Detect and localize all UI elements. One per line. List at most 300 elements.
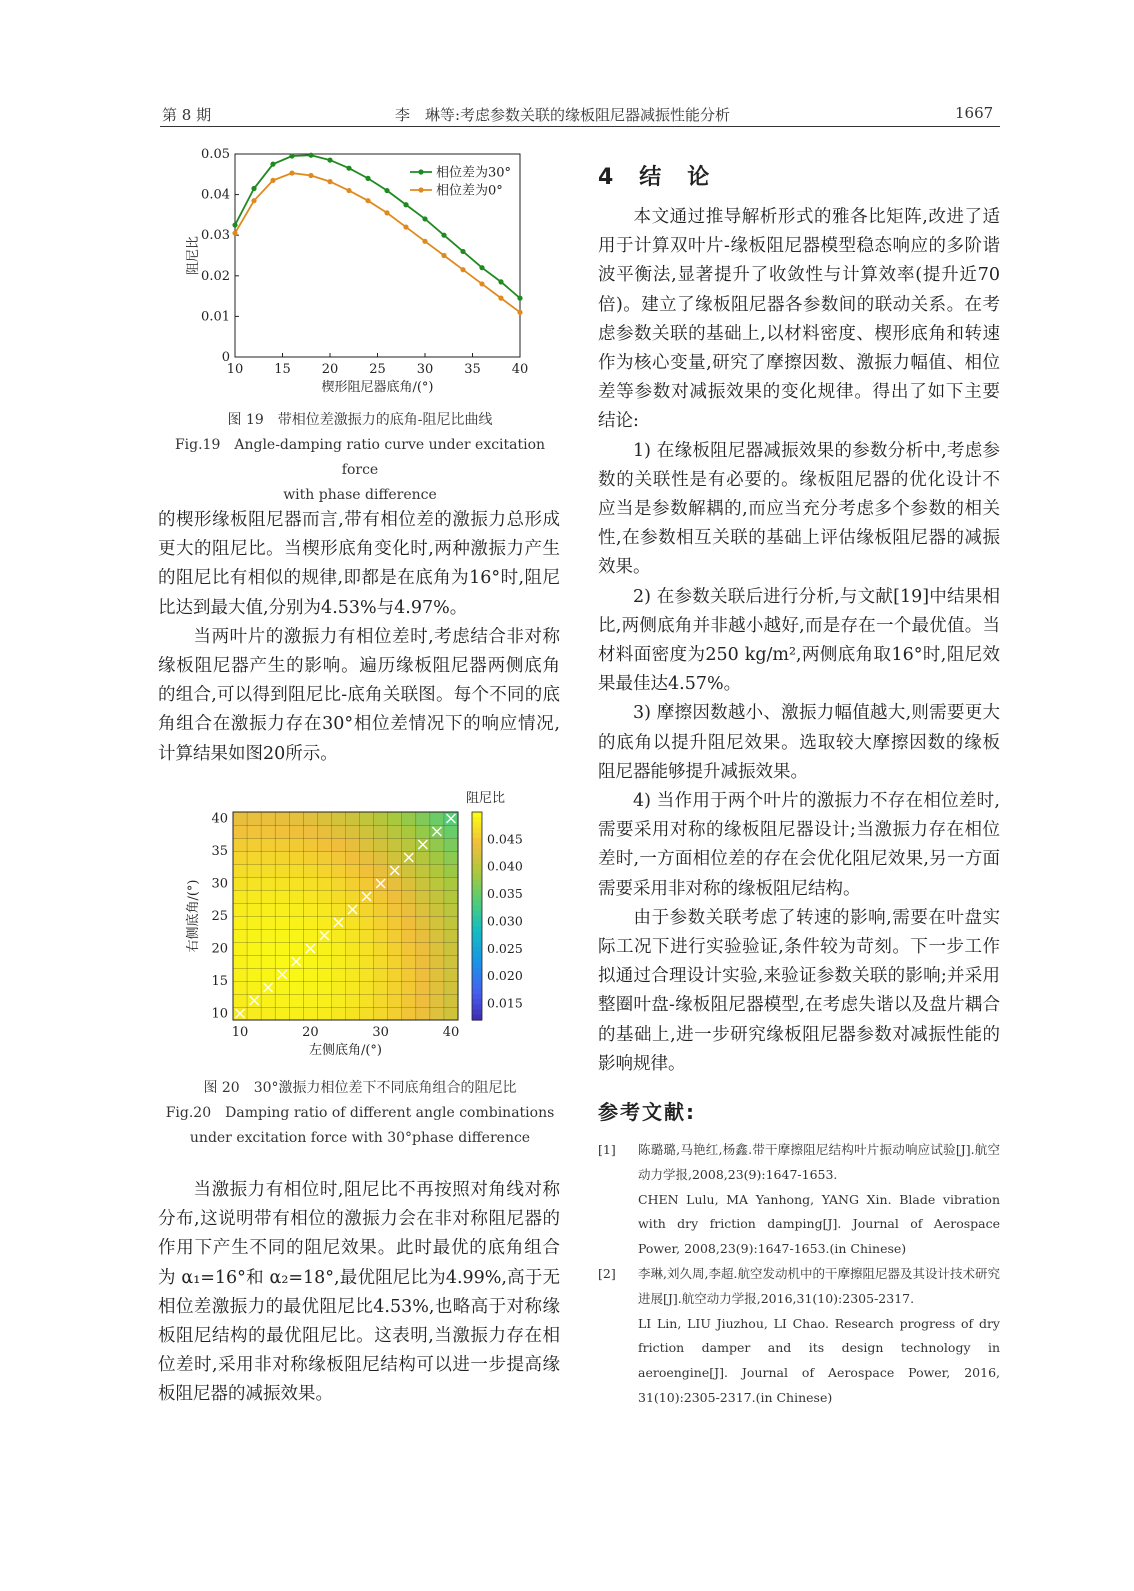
heatmap-cell [402,955,416,968]
heatmap-cell [444,916,458,929]
heatmap-cell [261,825,275,838]
heatmap-cell [247,916,261,929]
series-0-point [422,216,427,221]
heatmap-cell [247,942,261,955]
series-1-point [365,198,370,203]
conclusion-2-text: 2) 在参数关联后进行分析,与文献[19]中结果相比,两侧底角并非越小越好,而是存在一个最优值。当材料面密度为250 kg/m²,两侧底角取16°时,阻尼效果最佳达4.57%。 [598,586,1000,695]
series-1-point [422,239,427,244]
heatmap-cell [430,994,444,1007]
heatmap-cell [303,903,317,916]
heatmap-cell [444,825,458,838]
heatmap-cell [388,994,402,1007]
heatmap-cell [331,825,345,838]
colorbar-segment [472,885,482,891]
heatmap-cell [317,890,331,903]
heatmap-cell [275,942,289,955]
heatmap-cell [317,838,331,851]
heatmap-cell [430,890,444,903]
colorbar-segment [472,916,482,922]
heatmap-cell [289,994,303,1007]
heatmap-cell [247,890,261,903]
heatmap-cell [303,981,317,994]
heatmap-cell [247,929,261,942]
heatmap-cell [388,825,402,838]
future-work [598,904,1000,1079]
heatmap-cell [374,890,388,903]
colorbar-segment [472,880,482,886]
heatmap-cell [374,994,388,1007]
heatmap-cell [247,825,261,838]
heatmap-cell [331,877,345,890]
heatmap-cell [233,903,247,916]
heatmap-cell [289,877,303,890]
heatmap-cell [388,890,402,903]
colorbar-segment [472,999,482,1005]
series-1-point [270,178,275,183]
heatmap-cell [331,1007,345,1020]
heatmap-cell [346,916,360,929]
heatmap-cell [374,968,388,981]
heatmap-cell [346,968,360,981]
heatmap-cell [303,968,317,981]
heatmap-cell [444,838,458,851]
references-heading: 参考文献: [598,1100,696,1124]
heatmap-cell [374,812,388,825]
heatmap-cell [303,955,317,968]
heatmap-cell [317,812,331,825]
colorbar-segment [472,947,482,953]
heatmap-cell [317,851,331,864]
y-tick-label: 0.02 [201,268,230,284]
colorbar-segment [472,843,482,849]
page-number: 1667 [955,104,994,122]
heatmap-cell [331,864,345,877]
colorbar-segment [472,838,482,844]
heatmap-cell [416,903,430,916]
reference-2-number: [2] [598,1265,616,1281]
conclusion-intro [598,203,1000,437]
heatmap-cell [317,981,331,994]
colorbar-tick-label: 0.020 [487,968,523,984]
series-1-point [460,267,465,272]
heatmap-cell [360,994,374,1007]
heatmap-cell [360,851,374,864]
heatmap-cell [317,903,331,916]
colorbar-segment [472,854,482,860]
heatmap-cell [247,851,261,864]
heatmap-cell [416,955,430,968]
heatmap-cell [346,864,360,877]
colorbar-segment [472,859,482,865]
heatmap-cell [416,942,430,955]
heatmap-cell [331,955,345,968]
heatmap-cell [275,890,289,903]
reference-1-number: [1] [598,1142,616,1157]
heatmap-cell [289,942,303,955]
heatmap-cell [360,942,374,955]
heatmap-cell [374,851,388,864]
series-0-point [270,162,275,167]
heatmap-cell [360,968,374,981]
figure-20-heatmap [180,785,560,1075]
conclusion-4-text: 4) 当作用于两个叶片的激振力不存在相位差时,需要采用对称的缘板阻尼器设计;当激振力存在相位差时,一方面相位差的存在会优化阻尼效果,另一方面需要采用非对称的缘板阻尼结构。 [598,791,1000,899]
series-1-point [441,253,446,258]
series-0-point [384,188,389,193]
series-1-point [251,198,256,203]
heatmap-cell [346,981,360,994]
figure-19-caption-en-2: with phase difference [283,487,437,503]
legend-label-1: 相位差为0° [436,183,503,199]
series-1-point [384,210,389,215]
heatmap-cell [317,825,331,838]
heatmap-cell [275,903,289,916]
heatmap-cell [402,890,416,903]
heatmap-cell [247,968,261,981]
heatmap-cell [261,812,275,825]
heatmap-cell [317,955,331,968]
heatmap-cell [247,903,261,916]
reference-1-en: CHEN Lulu, MA Yanhong, YANG Xin. Blade vibration with dry friction damping[J]. Journal of Aerospace Power, 2008,23(9):1647-1653.(in Chinese) [638,1191,1000,1257]
heatmap-cell [331,968,345,981]
left-paragraph-2 [158,623,560,769]
colorbar-tick-label: 0.025 [487,940,523,956]
x-tick-label: 30 [416,362,434,377]
heatmap-cell [289,838,303,851]
heatmap-cell [360,981,374,994]
heatmap-cell [233,955,247,968]
x-tick-label: 40 [511,362,529,377]
heatmap-cell [430,903,444,916]
heatmap-cell [233,812,247,825]
x-tick-label: 35 [464,362,481,377]
heatmap-cell [261,864,275,877]
heatmap-cell [416,890,430,903]
heatmap-cell [233,838,247,851]
legend-marker-1 [418,187,423,192]
heatmap-cell [233,942,247,955]
colorbar-segment [472,864,482,870]
heatmap-cell [275,877,289,890]
heatmap-cell [360,1007,374,1020]
heatmap-cell [346,812,360,825]
y-tick-label: 0 [221,350,230,365]
left-paragraph-2-text: 当两叶片的激振力有相位差时,考虑结合非对称缘板阻尼器产生的影响。遍历缘板阻尼器两侧底角的组合,可以得到阻尼比-底角关联图。每个不同的底角组合在激振力存在30°相位差情况下的响应情况,计算结果如图20所示。 [158,626,560,764]
heatmap-cell [275,981,289,994]
colorbar-segment [472,874,482,880]
series-1-point [498,296,503,301]
heatmap-cell [261,968,275,981]
heatmap-cell [233,890,247,903]
heatmap-cell [331,929,345,942]
colorbar-tick-label: 0.015 [487,995,523,1011]
x-tick-label: 20 [302,1025,319,1040]
legend-label-0: 相位差为30° [436,165,512,181]
y-tick-label: 10 [211,1006,228,1022]
heatmap-cell [402,877,416,890]
heatmap-cell [444,903,458,916]
heatmap-cell [416,877,430,890]
conclusion-2 [598,583,1000,700]
heatmap-cell [247,955,261,968]
left-paragraph-1: 的楔形缘板阻尼器而言,带有相位差的激振力总形成更大的阻尼比。当楔形底角变化时,两种激振力产生的阻尼比有相似的规律,即都是在底角为16°时,阻尼比达到最大值,分别为4.53%与4.97%。 [158,510,560,618]
heatmap-cell [233,851,247,864]
heatmap-cell [289,916,303,929]
colorbar-segment [472,978,482,984]
conclusion-1-text: 1) 在缘板阻尼器减振效果的参数分析中,考虑参数的关联性是有必要的。缘板阻尼器的优化设计不应当是参数解耦的,而应当充分考虑多个参数的相关性,在参数相互关联的基础上评估缘板阻尼器的减振效果。 [598,440,1000,578]
left-paragraph-3-text: 当激振力有相位时,阻尼比不再按照对角线对称分布,这说明带有相位的激振力会在非对称阻尼器的作用下产生不同的阻尼效果。此时最优的底角组合为 α₁=16°和 α₂=18°,最优阻尼比为4.99%,高于无相位差激振力的最优阻尼比4.53%,也略高于对称缘板阻尼结构的最优阻尼比。这表明,当激振力存在相位差时,采用非对称缘板阻尼结构可以进一步提高缘板阻尼器的减振效果。 [158,1180,560,1405]
heatmap-cell [388,916,402,929]
heatmap-cell [430,916,444,929]
heatmap-cell [247,1007,261,1020]
y-axis-label: 阻尼比 [186,235,201,276]
colorbar-title: 阻尼比 [466,791,506,806]
heatmap-cell [289,981,303,994]
heatmap-cell [416,968,430,981]
heatmap-cell [261,955,275,968]
heatmap-cell [430,1007,444,1020]
heatmap-cell [444,929,458,942]
colorbar-segment [472,828,482,834]
heatmap-cell [360,929,374,942]
x-tick-label: 25 [369,362,386,377]
y-tick-label: 0.03 [201,228,230,244]
y-tick-label: 20 [211,941,228,957]
heatmap-cell [233,929,247,942]
heatmap-cell [331,903,345,916]
colorbar-segment [472,848,482,854]
heatmap-cell [388,903,402,916]
figure-19-caption-en-1: Fig.19 Angle-damping ratio curve under excitation force [174,437,546,478]
series-0-point [232,222,237,227]
heatmap-cell [303,994,317,1007]
x-axis-label: 左侧底角/(°) [308,1043,383,1058]
heatmap-cell [317,877,331,890]
heatmap-cell [233,994,247,1007]
heatmap-cell [247,877,261,890]
running-title: 李 琳等:考虑参数关联的缘板阻尼器减振性能分析 [395,106,731,124]
series-1-point [479,281,484,286]
heatmap-cell [444,981,458,994]
colorbar-segment [472,932,482,938]
colorbar-segment [472,958,482,964]
figure-20-caption-en-1: Fig.20 Damping ratio of different angle combinations [165,1105,555,1121]
colorbar-segment [472,900,482,906]
heatmap-cell [346,955,360,968]
y-tick-label: 0.05 [201,147,230,162]
y-tick-label: 30 [211,876,228,892]
heatmap-cell [416,864,430,877]
colorbar-segment [472,942,482,948]
series-1-point [327,179,332,184]
heatmap-cell [275,955,289,968]
header-rule [160,126,1000,127]
heatmap-cell [374,955,388,968]
reference-1-cn: 陈璐璐,马艳红,杨鑫.带干摩擦阻尼结构叶片振动响应试验[J].航空动力学报,2008,23(9):1647-1653. [638,1142,1000,1182]
heatmap-cell [303,851,317,864]
heatmap-cell [261,851,275,864]
heatmap-cell [247,864,261,877]
reference-2 [598,1262,1000,1411]
heatmap-cell [303,916,317,929]
heatmap-cell [275,851,289,864]
heatmap-cell [303,812,317,825]
colorbar-segment [472,952,482,958]
heatmap-cell [388,838,402,851]
colorbar-segment [472,984,482,990]
heatmap-cell [261,994,275,1007]
heatmap-cell [430,877,444,890]
colorbar-tick-label: 0.045 [487,831,523,847]
heatmap-cell [275,916,289,929]
future-work-text: 由于参数关联考虑了转速的影响,需要在叶盘实际工况下进行实验验证,条件较为苛刻。下一步工作拟通过合理设计实验,来验证参数关联的影响;并采用整圈叶盘-缘板阻尼器模型,在考虑失谐以及盘片耦合的基础上,进一步研究缘板阻尼器参数对减振性能的影响规律。 [598,907,1000,1074]
legend-marker-0 [418,169,423,174]
x-tick-label: 40 [442,1025,460,1040]
series-0-point [460,249,465,254]
heatmap-cell [275,838,289,851]
series-0-point [289,153,294,158]
heatmap-cell [346,851,360,864]
figure-19-caption-cn: 图 19 带相位差激振力的底角-阻尼比曲线 [227,412,493,428]
colorbar-segment [472,895,482,901]
heatmap-cell [388,929,402,942]
x-tick-label: 10 [231,1025,249,1040]
series-0-point [308,153,313,158]
heatmap-cell [402,942,416,955]
heatmap-cell [360,955,374,968]
heatmap-cell [416,994,430,1007]
y-tick-label: 15 [211,974,228,989]
x-tick-label: 30 [372,1025,389,1040]
y-tick-label: 25 [211,909,228,924]
heatmap-cell [289,1007,303,1020]
heatmap-cell [275,929,289,942]
heatmap-cell [402,838,416,851]
heatmap-cell [402,929,416,942]
heatmap-cell [430,812,444,825]
heatmap-cell [444,994,458,1007]
series-0-point [517,296,522,301]
heatmap-cell [233,825,247,838]
heatmap-cell [289,968,303,981]
heatmap-cell [444,851,458,864]
heatmap-cell [402,864,416,877]
y-tick-label: 0.01 [201,309,230,325]
heatmap-cell [303,864,317,877]
heatmap-cell [303,877,317,890]
series-0-point [327,157,332,162]
colorbar-segment [472,937,482,943]
heatmap-cell [416,825,430,838]
heatmap-cell [388,812,402,825]
heatmap-cell [402,812,416,825]
y-axis-label: 右侧底角/(°) [186,879,201,953]
x-axis-label: 楔形阻尼器底角/(°) [321,380,434,395]
heatmap-cell [346,1007,360,1020]
heatmap-cell [331,994,345,1007]
conclusion-3-text: 3) 摩擦因数越小、激振力幅值越大,则需要更大的底角以提升阻尼效果。选取较大摩擦因数的缘板阻尼器能够提升减振效果。 [598,703,1000,782]
series-1-point [517,310,522,315]
heatmap-cell [430,968,444,981]
heatmap-cell [331,812,345,825]
heatmap-cell [388,851,402,864]
heatmap-cell [317,994,331,1007]
heatmap-cell [402,903,416,916]
colorbar-segment [472,817,482,823]
heatmap-cell [331,838,345,851]
heatmap-cell [444,942,458,955]
heatmap-cell [331,942,345,955]
heatmap-cell [261,1007,275,1020]
series-0-point [365,176,370,181]
heatmap-cell [233,981,247,994]
reference-1 [598,1138,1000,1262]
series-0-point [441,233,446,238]
heatmap-cell [275,994,289,1007]
heatmap-cell [430,838,444,851]
heatmap-cell [430,864,444,877]
heatmap-cell [444,890,458,903]
heatmap-cell [360,825,374,838]
heatmap-cell [416,929,430,942]
heatmap-cell [261,942,275,955]
heatmap-cell [247,981,261,994]
heatmap-cell [360,812,374,825]
heatmap-cell [346,838,360,851]
colorbar-segment [472,822,482,828]
heatmap-cell [416,981,430,994]
series-0-point [498,279,503,284]
colorbar-segment [472,890,482,896]
heatmap-cell [289,851,303,864]
colorbar-segment [472,963,482,969]
heatmap-cell [374,981,388,994]
conclusion-3 [598,699,1000,787]
heatmap-cell [233,864,247,877]
series-0-point [479,265,484,270]
heatmap-cell [444,877,458,890]
heatmap-cell [360,864,374,877]
heatmap-cell [289,812,303,825]
heatmap-cell [303,1007,317,1020]
heatmap-cell [374,916,388,929]
heatmap-cell [261,877,275,890]
heatmap-cell [388,955,402,968]
heatmap-cell [388,942,402,955]
colorbar-segment [472,869,482,875]
heatmap-cell [430,929,444,942]
heatmap-cell [247,812,261,825]
heatmap-cell [402,968,416,981]
colorbar-segment [472,926,482,932]
heatmap-cell [374,903,388,916]
heatmap-cell [317,1007,331,1020]
heatmap-cell [444,955,458,968]
heatmap-cell [289,825,303,838]
heatmap-cell [303,838,317,851]
colorbar-segment [472,968,482,974]
heatmap-cell [261,916,275,929]
conclusion-intro-text: 本文通过推导解析形式的雅各比矩阵,改进了适用于计算双叶片-缘板阻尼器模型稳态响应的多阶谐波平衡法,显著提升了收敛性与计算效率(提升近70倍)。建立了缘板阻尼器各参数间的联动关系。在考虑参数关联的基础上,以材料密度、楔形底角和转速作为核心变量,研究了摩擦因数、激振力幅值、相位差等参数对减振效果的变化规律。得出了如下主要结论: [598,207,1000,432]
x-tick-label: 15 [274,362,291,377]
colorbar-segment [472,1004,482,1010]
heatmap-cell [444,968,458,981]
heatmap-cell [430,851,444,864]
heatmap-cell [388,877,402,890]
heatmap-cell [275,812,289,825]
heatmap-cell [430,955,444,968]
heatmap-cell [261,929,275,942]
conclusion-4 [598,787,1000,904]
